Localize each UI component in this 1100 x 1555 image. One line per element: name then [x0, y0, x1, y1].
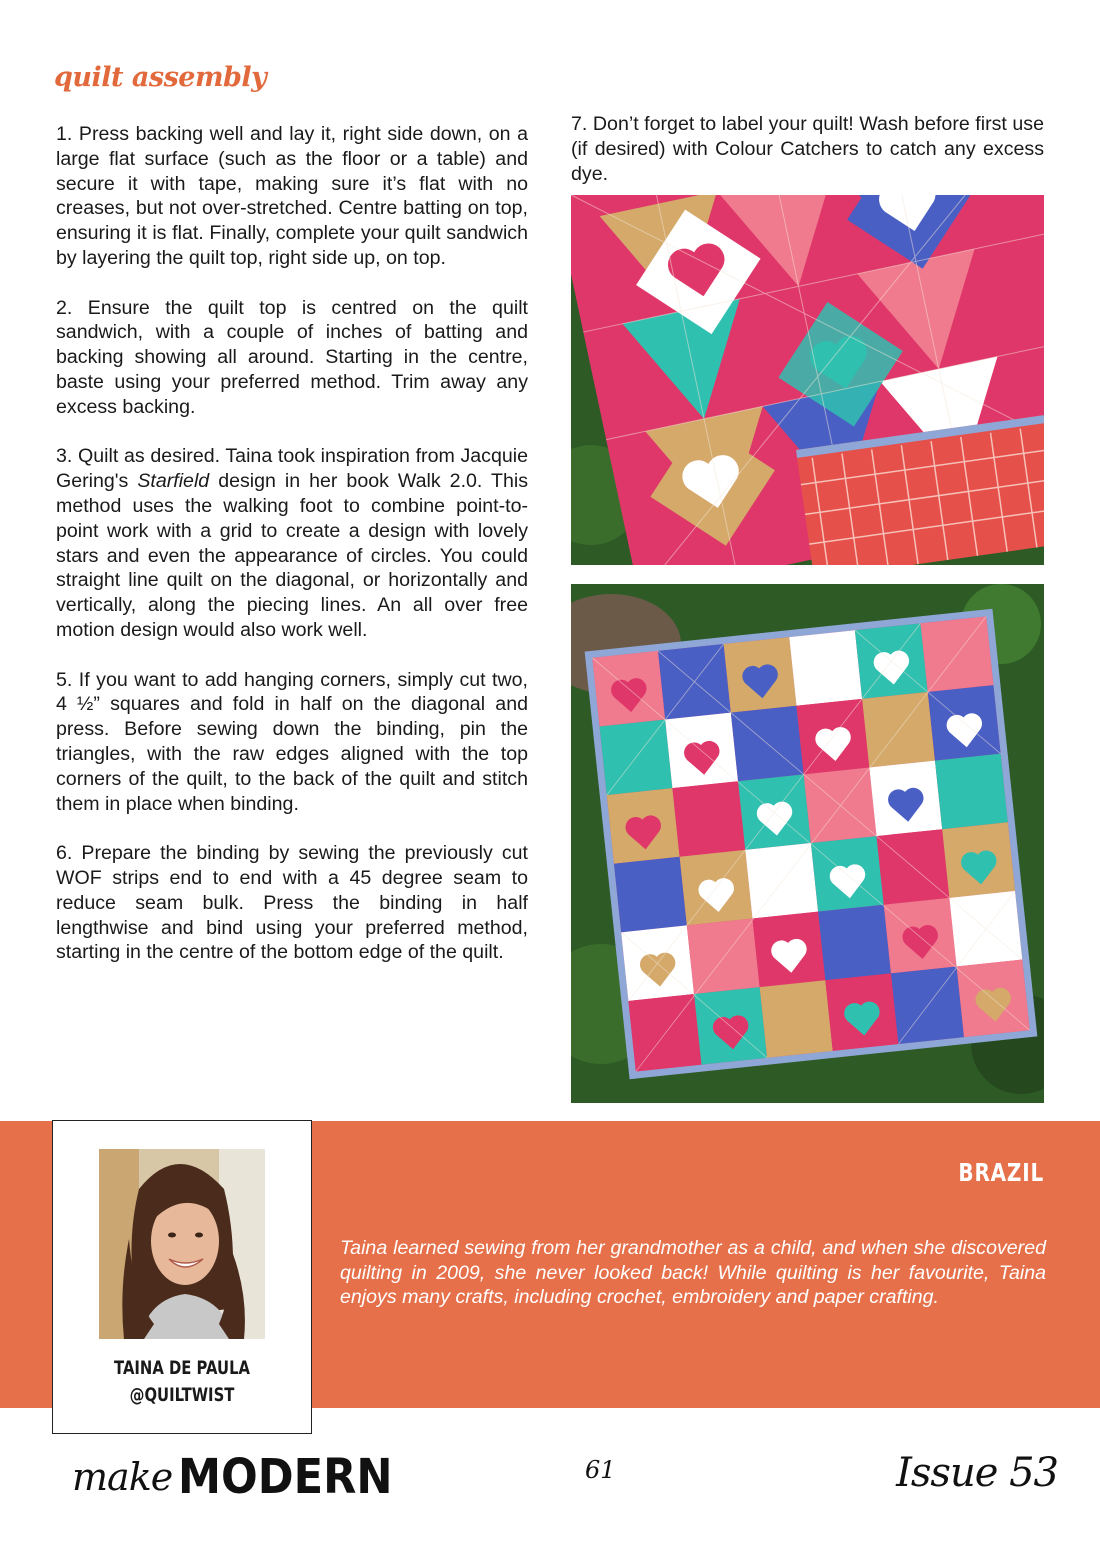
starfield-title: Starfield: [137, 470, 210, 493]
step-5: 5. If you want to add hanging corners, simply cut two, 4 ½” squares and fold in half on the diagonal and press. Before sewing down the binding, pin the triangles, with the raw edges aligned with the top corners of the quilt, to the back of the quilt and stitch them in place when binding.: [56, 668, 528, 815]
section-title: quilt assembly: [54, 62, 267, 93]
author-handle: @QUILTWIST: [129, 1384, 235, 1406]
page-number: 61: [585, 1456, 616, 1484]
author-name: TAINA DE PAULA: [113, 1357, 251, 1379]
make-modern-logo: [72, 1442, 417, 1512]
quilt-closeup-photo: [571, 195, 1044, 565]
step-3: 3. Quilt as desired. Taina took inspiration from Jacquie Gering's Starfield design in her book Walk 2.0. This method uses the walking foot to combine point-to-point work with a grid to create a design with lovely stars and even the appearance of circles. You could straight line quilt on the diagonal, or horizontally and vertically, along the piecing lines. An all over free motion design would also work well.: [56, 445, 528, 641]
issue-number: Issue 53: [896, 1450, 1058, 1496]
step-2: 2. Ensure the quilt top is centred on the quilt sandwich, with a couple of inches of batting and backing showing all around. Starting in the centre, baste using your preferred method. Trim away any excess backing.: [56, 296, 528, 418]
author-polaroid: [52, 1120, 312, 1434]
step-1: 1. Press backing well and lay it, right side down, on a large flat surface (such as the floor or a table) and secure it with tape, making sure it’s flat with no creases, but not over-stretched. Centre batting on top, ensuring it is flat. Finally, complete your quilt sandwich by layering the quilt top, right side up, on top.: [56, 123, 528, 269]
bio-text: Taina learned sewing from her grandmother as a child, and when she discovered quilting in 2009, she never looked back! While quilting is her favourite, Taina enjoys many crafts, including crochet, embroidery and paper crafting.: [340, 1237, 1046, 1308]
step-6: 6. Prepare the binding by sewing the previously cut WOF strips end to end with a 45 degree seam to reduce seam bulk. Press the binding in half lengthwise and bind using your preferred method, starting in the centre of the bottom edge of the quilt.: [56, 842, 528, 964]
logo-make: make: [72, 1455, 173, 1499]
author-portrait: [99, 1149, 265, 1339]
step-7: 7. Don’t forget to label your quilt! Wash before first use (if desired) with Colour Catchers to catch any excess dye.: [571, 113, 1044, 185]
bio-country: BRAZIL: [958, 1158, 1044, 1187]
quilt-full-photo: [571, 584, 1044, 1103]
instructions-left-column: [56, 122, 528, 990]
logo-modern: MODERN: [178, 1449, 393, 1505]
